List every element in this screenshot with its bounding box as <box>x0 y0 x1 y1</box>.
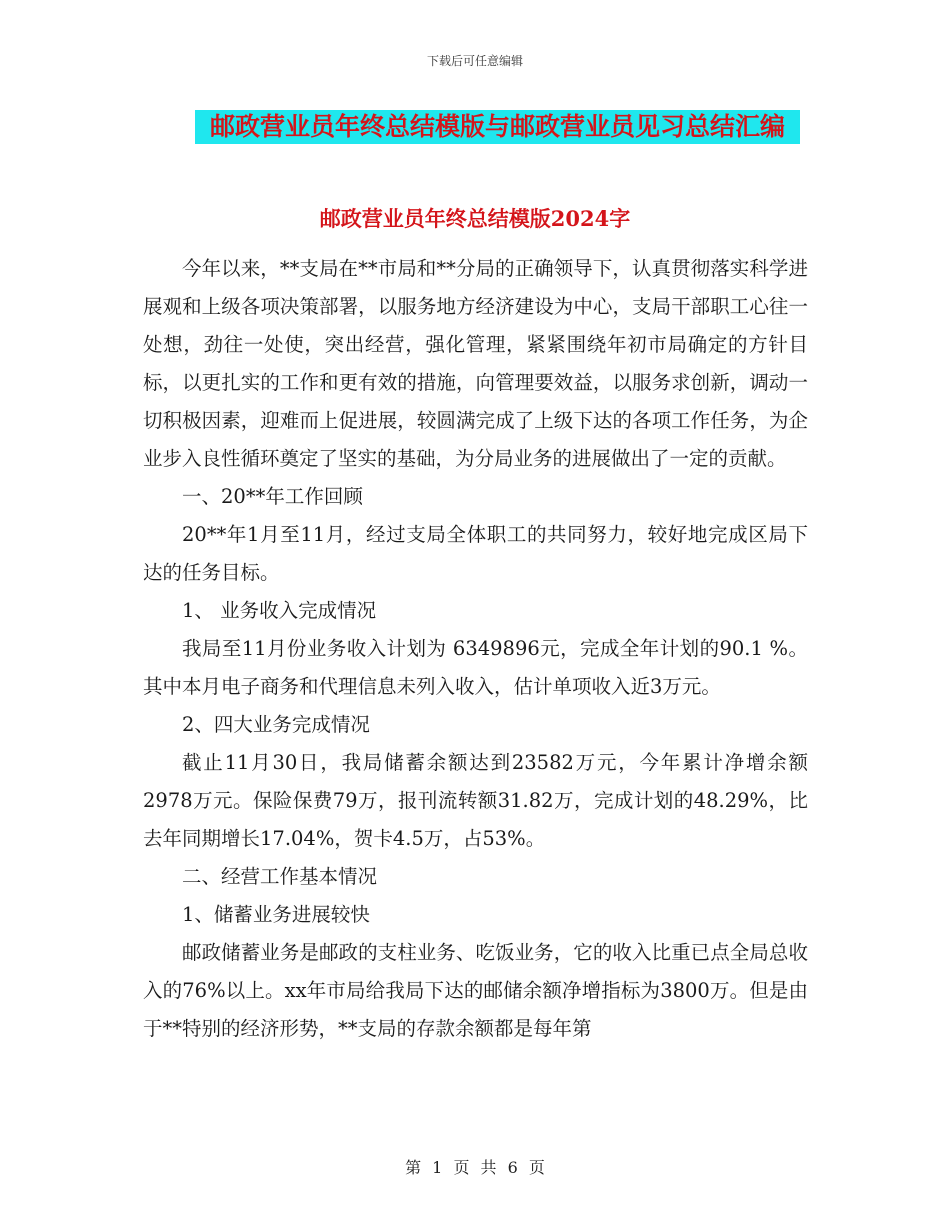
paragraph: 我局至11月份业务收入计划为 6349896元，完成全年计划的90.1 %。其中本月电子商务和代理信息未列入收入，估计单项收入近3万元。 <box>143 637 808 698</box>
paragraph: 2、四大业务完成情况 <box>182 713 370 736</box>
header-note: 下载后可任意编辑 <box>426 54 523 68</box>
paragraph: 邮政储蓄业务是邮政的支柱业务、吃饭业务，它的收入比重已点全局总收入的76%以上。xx年市局给我局下达的邮储余额净增指标为3800万。但是由于**特别的经济形势，**支局的存款余额都是每年第 <box>143 941 808 1040</box>
page-number: 第 1 页 共 6 页 <box>405 1158 545 1177</box>
paragraph: 今年以来，**支局在**市局和**分局的正确领导下，认真贯彻落实科学进展观和上级各项决策部署，以服务地方经济建设为中心，支局干部职工心往一处想，劲往一处使，突出经营，强化管理，紧紧围绕年初市局确定的方针目标，以更扎实的工作和更有效的措施，向管理要效益，以服务求创新，调动一切积极因素，迎难而上促进展，较圆满完成了上级下达的各项工作任务，为企业步入良性循环奠定了坚实的基础，为分局业务的进展做出了一定的贡献。 <box>143 257 808 470</box>
paragraph: 1、 业务收入完成情况 <box>182 599 377 622</box>
paragraph: 1、储蓄业务进展较快 <box>182 903 370 926</box>
document-body <box>143 250 808 1048</box>
paragraph: 一、20**年工作回顾 <box>182 485 363 508</box>
paragraph: 截止11月30日，我局储蓄余额达到23582万元，今年累计净增余额 2978万元。保险保费79万，报刊流转额31.82万，完成计划的48.29%，比去年同期增长17.04%，贺卡4.5万，占53%。 <box>143 751 808 850</box>
paragraph: 20**年1月至11月，经过支局全体职工的共同努力，较好地完成区局下达的任务目标。 <box>143 523 808 584</box>
paragraph: 二、经营工作基本情况 <box>182 865 378 888</box>
section-title: 邮政营业员年终总结模版2024字 <box>319 206 631 231</box>
document-title: 邮政营业员年终总结模版与邮政营业员见习总结汇编 <box>195 110 800 144</box>
